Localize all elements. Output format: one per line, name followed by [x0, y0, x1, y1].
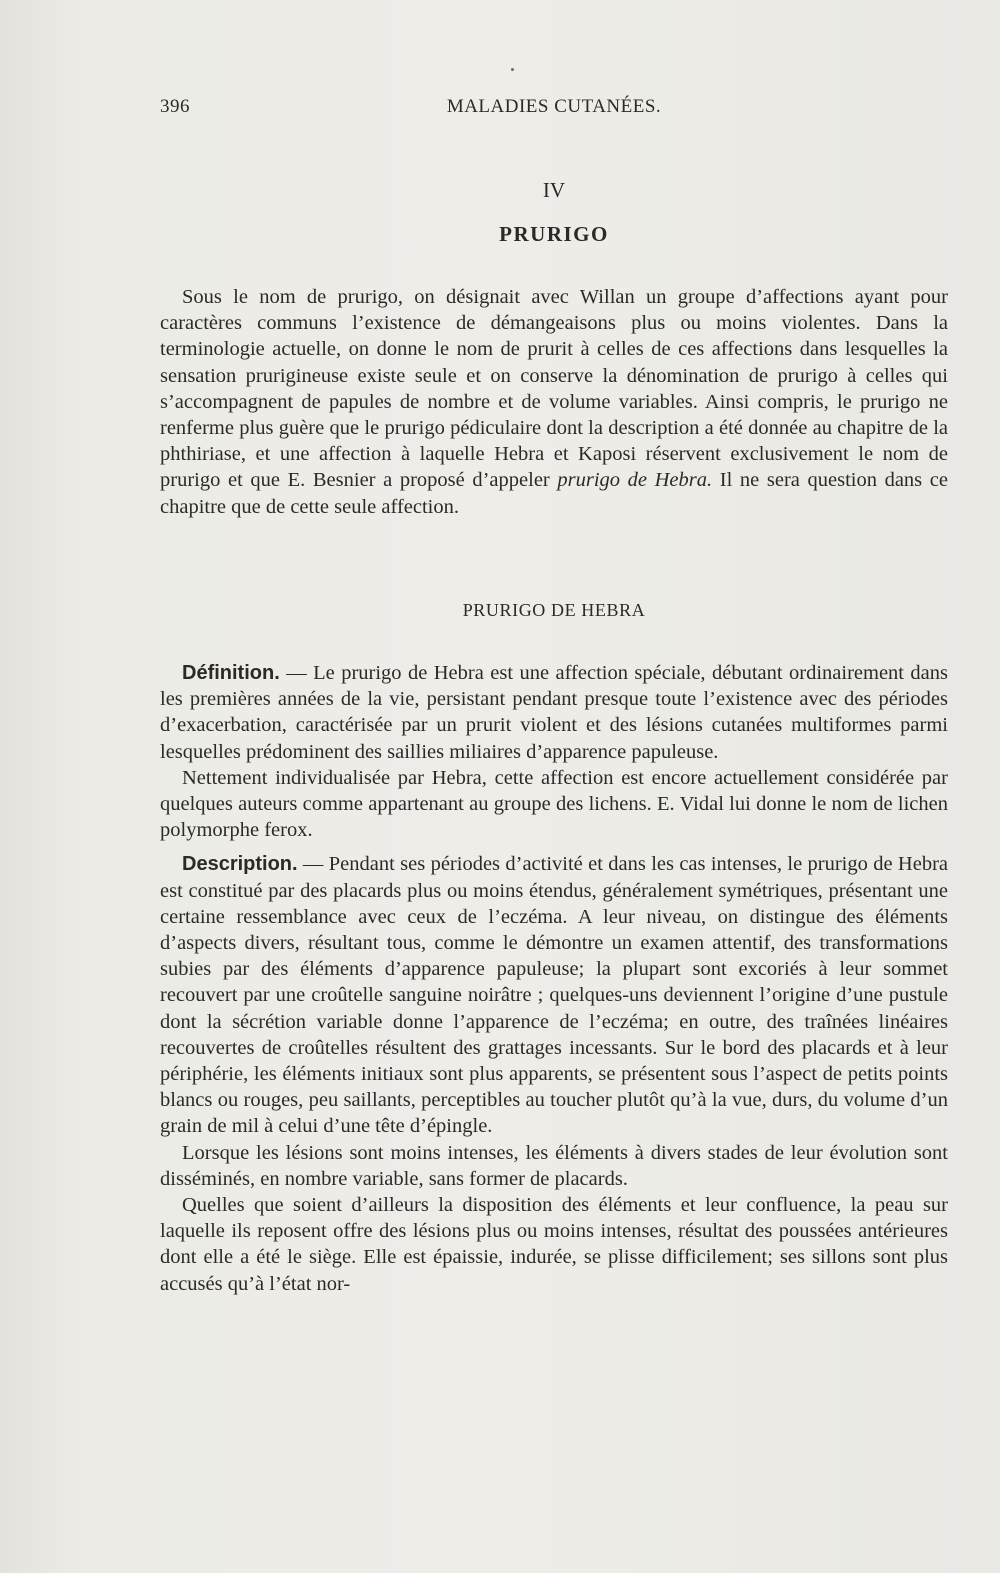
chapter-number: IV: [542, 178, 566, 202]
description-paragraph-3: Quelles que soient d’ailleurs la disposition des éléments et leur confluence, la peau sur laquelle ils reposent offre des lésions plus ou moins intenses, résultat des poussées antérieures dont elle a été le siège. Elle est épaissie, indurée, se plisse difficilement; ses sillons sont plus accusés qu’à l’état nor-: [160, 1194, 948, 1295]
main-text-block: [160, 660, 948, 1297]
description-paragraph-2: Lorsque les lésions sont moins intenses, les éléments à divers stades de leur évolution sont disséminés, en nombre variable, sans former de placards.: [160, 1141, 948, 1190]
definition-text: — Le prurigo de Hebra est une affection spéciale, débutant ordinairement dans les premières années de la vie, persistant pendant presque toute l’existence avec des périodes d’exacerbation, caractérisée par un prurit violent et des lésions cutanées multiformes parmi lesquelles prédominent des saillies miliaires d’apparence papuleuse.: [160, 662, 948, 763]
definition-paragraph: [160, 660, 948, 765]
section-title: PRURIGO DE HEBRA: [462, 600, 646, 620]
definition-heading: Définition.: [182, 662, 280, 684]
intro-italic-term: prurigo de Hebra.: [557, 469, 713, 492]
description-text: — Pendant ses périodes d’activité et dans les cas intenses, le prurigo de Hebra est constitué par des placards plus ou moins étendus, généralement symétriques, présentant une certaine ressemblance avec ceux de l’eczéma. A leur niveau, on distingue des éléments d’aspects divers, résultant tous, comme le démontre un examen attentif, des transformations subies par des éléments d’apparence papuleuse; la plupart sont excoriés à leur sommet recouvert par une croûtelle sanguine noirâtre ; quelques-uns deviennent l’origine d’une pustule dont la sécrétion variable donne l’apparence de l’eczéma; en outre, des traînées linéaires recouvertes de croûtelles résultent des grattages incessants. Sur le bord des placards et à leur périphérie, les éléments initiaux sont plus apparents, se présentent sous l’aspect de petits points blancs ou rouges, peu saillants, perceptibles au toucher plutôt qu’à la vue, durs, du volume d’un grain de mil à celui d’une tête d’épingle.: [160, 853, 948, 1138]
description-heading: Description.: [182, 853, 298, 876]
intro-text: Sous le nom de prurigo, on désignait avec Willan un groupe d’affections ayant pour caractères communs l’existence de démangeaisons plus ou moins violentes. Dans la terminologie actuelle, on donne le nom de prurit à celles de ces affections dans lesquelles la sensation prurigineuse existe seule et on conserve la dénomination de prurigo à celles qui s’accompagnent de papules de nombre et de volume variables. Ainsi compris, le prurigo ne renferme plus guère que le prurigo pédiculaire dont la description a été donnée au chapitre de la phthiriase, et une affection à laquelle Hebra et Kaposi réservent exclusivement le nom de prurigo et que E. Besnier a proposé d’appeler: [160, 286, 948, 492]
description-paragraph: [160, 851, 948, 1139]
intro-block: [160, 284, 948, 520]
running-head: [160, 96, 948, 126]
chapter-title: PRURIGO: [499, 222, 609, 246]
running-title: MALADIES CUTANÉES.: [446, 96, 662, 117]
definition-paragraph-2: Nettement individualisée par Hebra, cette affection est encore actuellement considérée par quelques auteurs comme appartenant au groupe des lichens. E. Vidal lui donne le nom de lichen polymorphe ferox.: [160, 766, 948, 842]
intro-paragraph: [160, 284, 948, 520]
page-number: 396: [160, 96, 190, 117]
print-speck: [511, 68, 514, 71]
intro-text-end: Il ne sera question dans ce chapitre que de cette seule affection.: [160, 469, 948, 518]
